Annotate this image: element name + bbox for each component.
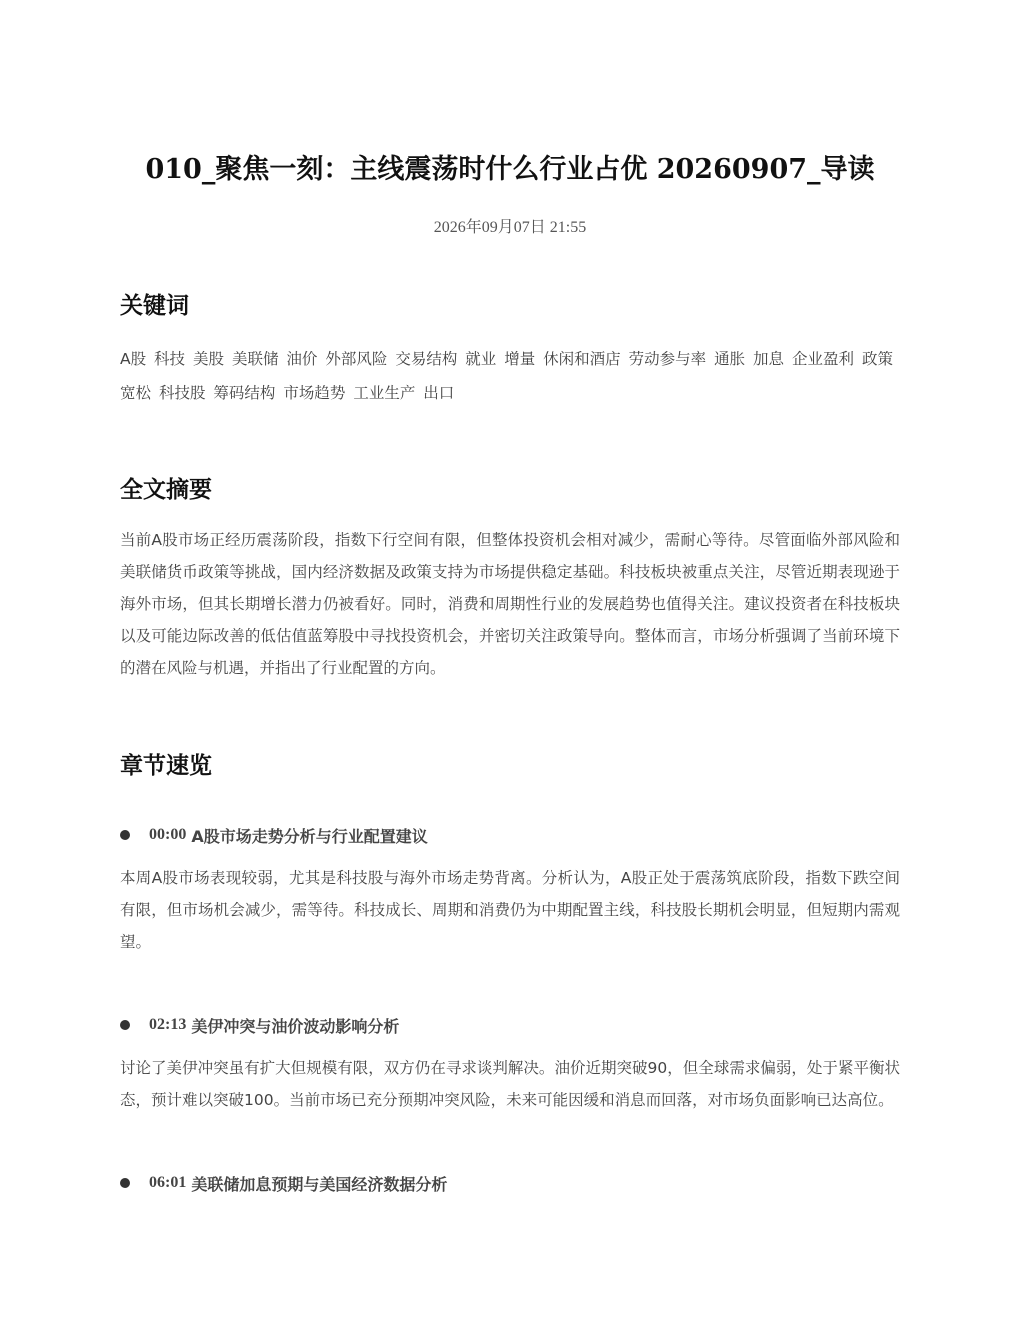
chapter-timestamp: 00:00 [149, 826, 187, 843]
document-date: 2026年09月07日 21:55 [433, 219, 587, 236]
keyword: 增量 [504, 350, 536, 368]
bullet-icon [120, 830, 130, 840]
keyword: 政策宽松 [120, 350, 893, 402]
chapter-title: A股市场走势分析与行业配置建议 [191, 826, 428, 846]
keyword: 油价 [286, 350, 318, 368]
chapter-header [120, 1168, 900, 1198]
keyword: 交易结构 [395, 350, 458, 368]
keyword: 休闲和酒店 [543, 350, 621, 368]
keyword: 出口 [423, 384, 455, 402]
keyword: 工业生产 [353, 384, 416, 402]
bullet-icon [120, 1178, 130, 1188]
keywords-list [120, 342, 900, 410]
chapter-timestamp: 06:01 [149, 1174, 187, 1191]
chapter-item [120, 820, 900, 958]
document-title: 010_聚焦一刻：主线震荡时什么行业占优 20260907_导读 [145, 154, 875, 185]
keyword: 美联储 [231, 350, 279, 368]
keyword: 市场趋势 [283, 384, 346, 402]
summary-heading: 全文摘要 [120, 477, 212, 503]
keyword: 就业 [465, 350, 497, 368]
keyword: 科技股 [158, 384, 206, 402]
chapter-item [120, 1168, 900, 1198]
keywords-heading: 关键词 [120, 293, 189, 319]
chapter-header [120, 1010, 900, 1040]
keyword: 美股 [193, 350, 225, 368]
keyword: A股 [120, 350, 147, 368]
keyword: 企业盈利 [791, 350, 854, 368]
chapter-title: 美伊冲突与油价波动影响分析 [191, 1016, 400, 1036]
keyword: 通胀 [714, 350, 746, 368]
chapter-body: 本周A股市场表现较弱，尤其是科技股与海外市场走势背离。分析认为，A股正处于震荡筑底阶段，指数下跌空间有限，但市场机会减少，需等待。科技成长、周期和消费仍为中期配置主线，科技股长期机会明显，但短期内需观望。 [120, 869, 900, 951]
chapter-timestamp: 02:13 [149, 1016, 187, 1033]
chapter-item [120, 1010, 900, 1116]
chapter-header [120, 820, 900, 850]
keyword: 劳动参与率 [628, 350, 707, 368]
bullet-icon [120, 1020, 130, 1030]
keyword: 外部风险 [325, 350, 388, 368]
keyword: 加息 [753, 350, 785, 368]
keyword: 科技 [154, 350, 186, 368]
chapter-body: 讨论了美伊冲突虽有扩大但规模有限，双方仍在寻求谈判解决。油价近期突破90，但全球需求偏弱，处于紧平衡状态，预计难以突破100。当前市场已充分预期冲突风险，未来可能因缓和消息而回落，对市场负面影响已达高位。 [120, 1059, 900, 1109]
keyword: 筹码结构 [213, 384, 276, 402]
chapters-heading: 章节速览 [120, 753, 212, 779]
summary-text: 当前A股市场正经历震荡阶段，指数下行空间有限，但整体投资机会相对减少，需耐心等待。尽管面临外部风险和美联储货币政策等挑战，国内经济数据及政策支持为市场提供稳定基础。科技板块被重点关注，尽管近期表现逊于海外市场，但其长期增长潜力仍被看好。同时，消费和周期性行业的发展趋势也值得关注。建议投资者在科技板块以及可能边际改善的低估值蓝筹股中寻找投资机会，并密切关注政策导向。整体而言，市场分析强调了当前环境下的潜在风险与机遇，并指出了行业配置的方向。 [120, 531, 900, 677]
chapter-title: 美联储加息预期与美国经济数据分析 [191, 1174, 448, 1194]
